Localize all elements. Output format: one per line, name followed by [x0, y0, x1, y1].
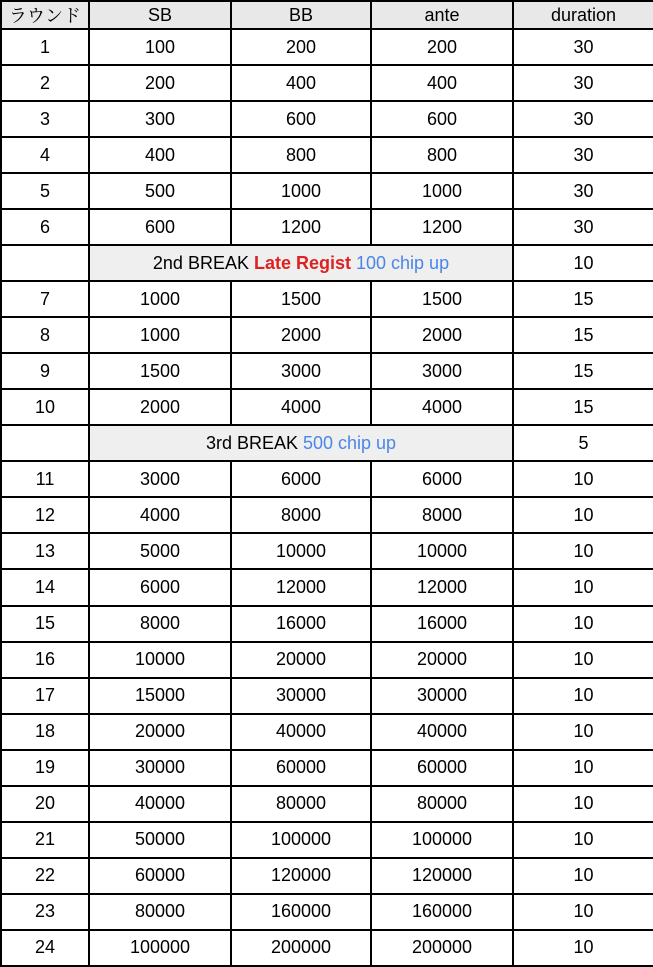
- cell-duration: 15: [513, 281, 653, 317]
- level-row: [1, 930, 653, 966]
- cell-round: 6: [1, 209, 89, 245]
- table-header: [1, 1, 653, 29]
- cell-sb: 300: [89, 101, 231, 137]
- cell-sb: 4000: [89, 497, 231, 533]
- cell-round-empty: [1, 425, 89, 461]
- cell-duration: 10: [513, 497, 653, 533]
- cell-ante: 30000: [371, 678, 513, 714]
- cell-duration: 10: [513, 786, 653, 822]
- header-ante: ante: [371, 1, 513, 29]
- cell-ante: 1200: [371, 209, 513, 245]
- cell-ante: 800: [371, 137, 513, 173]
- level-row: [1, 497, 653, 533]
- level-row: [1, 606, 653, 642]
- level-row: [1, 714, 653, 750]
- cell-ante: 1000: [371, 173, 513, 209]
- cell-round: 17: [1, 678, 89, 714]
- header-row: [1, 1, 653, 29]
- cell-round: 12: [1, 497, 89, 533]
- cell-ante: 400: [371, 65, 513, 101]
- header-bb: BB: [231, 1, 371, 29]
- header-sb: SB: [89, 1, 231, 29]
- break-row: [1, 425, 653, 461]
- cell-bb: 200000: [231, 930, 371, 966]
- cell-sb: 40000: [89, 786, 231, 822]
- cell-ante: 6000: [371, 461, 513, 497]
- level-row: [1, 353, 653, 389]
- cell-duration: 10: [513, 894, 653, 930]
- cell-bb: 30000: [231, 678, 371, 714]
- cell-bb: 4000: [231, 389, 371, 425]
- cell-bb: 12000: [231, 569, 371, 605]
- cell-sb: 2000: [89, 389, 231, 425]
- cell-duration: 10: [513, 461, 653, 497]
- level-row: [1, 533, 653, 569]
- cell-ante: 8000: [371, 497, 513, 533]
- cell-round: 14: [1, 569, 89, 605]
- cell-duration: 15: [513, 317, 653, 353]
- cell-round: 9: [1, 353, 89, 389]
- cell-duration: 10: [513, 606, 653, 642]
- cell-round: 8: [1, 317, 89, 353]
- cell-sb: 1000: [89, 281, 231, 317]
- cell-sb: 100: [89, 29, 231, 65]
- cell-sb: 30000: [89, 750, 231, 786]
- cell-bb: 800: [231, 137, 371, 173]
- cell-round: 4: [1, 137, 89, 173]
- cell-bb: 3000: [231, 353, 371, 389]
- cell-round: 21: [1, 822, 89, 858]
- cell-round: 2: [1, 65, 89, 101]
- cell-ante: 200: [371, 29, 513, 65]
- cell-ante: 600: [371, 101, 513, 137]
- cell-ante: 80000: [371, 786, 513, 822]
- cell-ante: 40000: [371, 714, 513, 750]
- cell-round: 7: [1, 281, 89, 317]
- level-row: [1, 29, 653, 65]
- cell-bb: 16000: [231, 606, 371, 642]
- cell-bb: 20000: [231, 642, 371, 678]
- cell-sb: 500: [89, 173, 231, 209]
- cell-bb: 10000: [231, 533, 371, 569]
- cell-duration: 15: [513, 389, 653, 425]
- cell-duration: 10: [513, 750, 653, 786]
- cell-bb: 6000: [231, 461, 371, 497]
- cell-round: 16: [1, 642, 89, 678]
- level-row: [1, 281, 653, 317]
- level-row: [1, 642, 653, 678]
- cell-bb: 400: [231, 65, 371, 101]
- level-row: [1, 461, 653, 497]
- cell-bb: 120000: [231, 858, 371, 894]
- cell-sb: 15000: [89, 678, 231, 714]
- cell-ante: 200000: [371, 930, 513, 966]
- cell-sb: 100000: [89, 930, 231, 966]
- cell-duration: 10: [513, 642, 653, 678]
- cell-duration: 30: [513, 173, 653, 209]
- cell-sb: 80000: [89, 894, 231, 930]
- cell-round: 1: [1, 29, 89, 65]
- cell-sb: 400: [89, 137, 231, 173]
- cell-round: 10: [1, 389, 89, 425]
- cell-duration: 30: [513, 29, 653, 65]
- cell-round: 23: [1, 894, 89, 930]
- cell-round: 13: [1, 533, 89, 569]
- cell-duration: 30: [513, 101, 653, 137]
- cell-ante: 12000: [371, 569, 513, 605]
- cell-bb: 600: [231, 101, 371, 137]
- level-row: [1, 389, 653, 425]
- cell-bb: 1200: [231, 209, 371, 245]
- cell-bb: 40000: [231, 714, 371, 750]
- level-row: [1, 894, 653, 930]
- cell-duration: 10: [513, 678, 653, 714]
- break-row: [1, 245, 653, 281]
- cell-sb: 50000: [89, 822, 231, 858]
- cell-ante: 1500: [371, 281, 513, 317]
- break-text-segment: 100 chip up: [351, 252, 450, 273]
- break-text-segment: 2nd BREAK: [152, 252, 254, 273]
- cell-duration: 30: [513, 209, 653, 245]
- cell-round: 11: [1, 461, 89, 497]
- cell-round: 15: [1, 606, 89, 642]
- cell-bb: 8000: [231, 497, 371, 533]
- cell-sb: 10000: [89, 642, 231, 678]
- cell-sb: 8000: [89, 606, 231, 642]
- cell-duration: 10: [513, 858, 653, 894]
- level-row: [1, 822, 653, 858]
- header-round: ラウンド: [1, 1, 89, 29]
- cell-duration: 30: [513, 137, 653, 173]
- level-row: [1, 786, 653, 822]
- blind-table-body: [1, 29, 653, 966]
- cell-bb: 1500: [231, 281, 371, 317]
- cell-round: 18: [1, 714, 89, 750]
- cell-ante: 100000: [371, 822, 513, 858]
- level-row: [1, 65, 653, 101]
- level-row: [1, 101, 653, 137]
- level-row: [1, 858, 653, 894]
- level-row: [1, 569, 653, 605]
- level-row: [1, 209, 653, 245]
- cell-sb: 200: [89, 65, 231, 101]
- cell-sb: 1000: [89, 317, 231, 353]
- break-label-cell: [89, 245, 513, 281]
- level-row: [1, 750, 653, 786]
- cell-bb: 1000: [231, 173, 371, 209]
- level-row: [1, 317, 653, 353]
- cell-sb: 3000: [89, 461, 231, 497]
- cell-ante: 120000: [371, 858, 513, 894]
- cell-round: 5: [1, 173, 89, 209]
- cell-ante: 160000: [371, 894, 513, 930]
- cell-duration: 10: [513, 714, 653, 750]
- break-text-segment: 500 chip up: [302, 432, 397, 453]
- cell-ante: 4000: [371, 389, 513, 425]
- cell-sb: 600: [89, 209, 231, 245]
- cell-duration: 15: [513, 353, 653, 389]
- cell-sb: 6000: [89, 569, 231, 605]
- cell-ante: 20000: [371, 642, 513, 678]
- cell-ante: 3000: [371, 353, 513, 389]
- break-text-segment: 3rd BREAK: [205, 432, 303, 453]
- break-label-cell: [89, 425, 513, 461]
- cell-ante: 60000: [371, 750, 513, 786]
- cell-ante: 2000: [371, 317, 513, 353]
- cell-duration: 10: [513, 245, 653, 281]
- cell-round-empty: [1, 245, 89, 281]
- cell-bb: 80000: [231, 786, 371, 822]
- cell-sb: 20000: [89, 714, 231, 750]
- cell-sb: 5000: [89, 533, 231, 569]
- cell-bb: 100000: [231, 822, 371, 858]
- cell-round: 19: [1, 750, 89, 786]
- cell-duration: 10: [513, 822, 653, 858]
- cell-round: 20: [1, 786, 89, 822]
- break-text-segment: Late Regist: [253, 252, 351, 273]
- cell-bb: 2000: [231, 317, 371, 353]
- cell-round: 22: [1, 858, 89, 894]
- cell-round: 3: [1, 101, 89, 137]
- cell-duration: 10: [513, 569, 653, 605]
- cell-sb: 1500: [89, 353, 231, 389]
- level-row: [1, 137, 653, 173]
- level-row: [1, 173, 653, 209]
- cell-duration: 30: [513, 65, 653, 101]
- header-duration: duration: [513, 1, 653, 29]
- cell-bb: 160000: [231, 894, 371, 930]
- cell-bb: 60000: [231, 750, 371, 786]
- cell-sb: 60000: [89, 858, 231, 894]
- cell-ante: 16000: [371, 606, 513, 642]
- cell-ante: 10000: [371, 533, 513, 569]
- cell-duration: 10: [513, 533, 653, 569]
- cell-duration: 10: [513, 930, 653, 966]
- cell-round: 24: [1, 930, 89, 966]
- cell-bb: 200: [231, 29, 371, 65]
- cell-duration: 5: [513, 425, 653, 461]
- level-row: [1, 678, 653, 714]
